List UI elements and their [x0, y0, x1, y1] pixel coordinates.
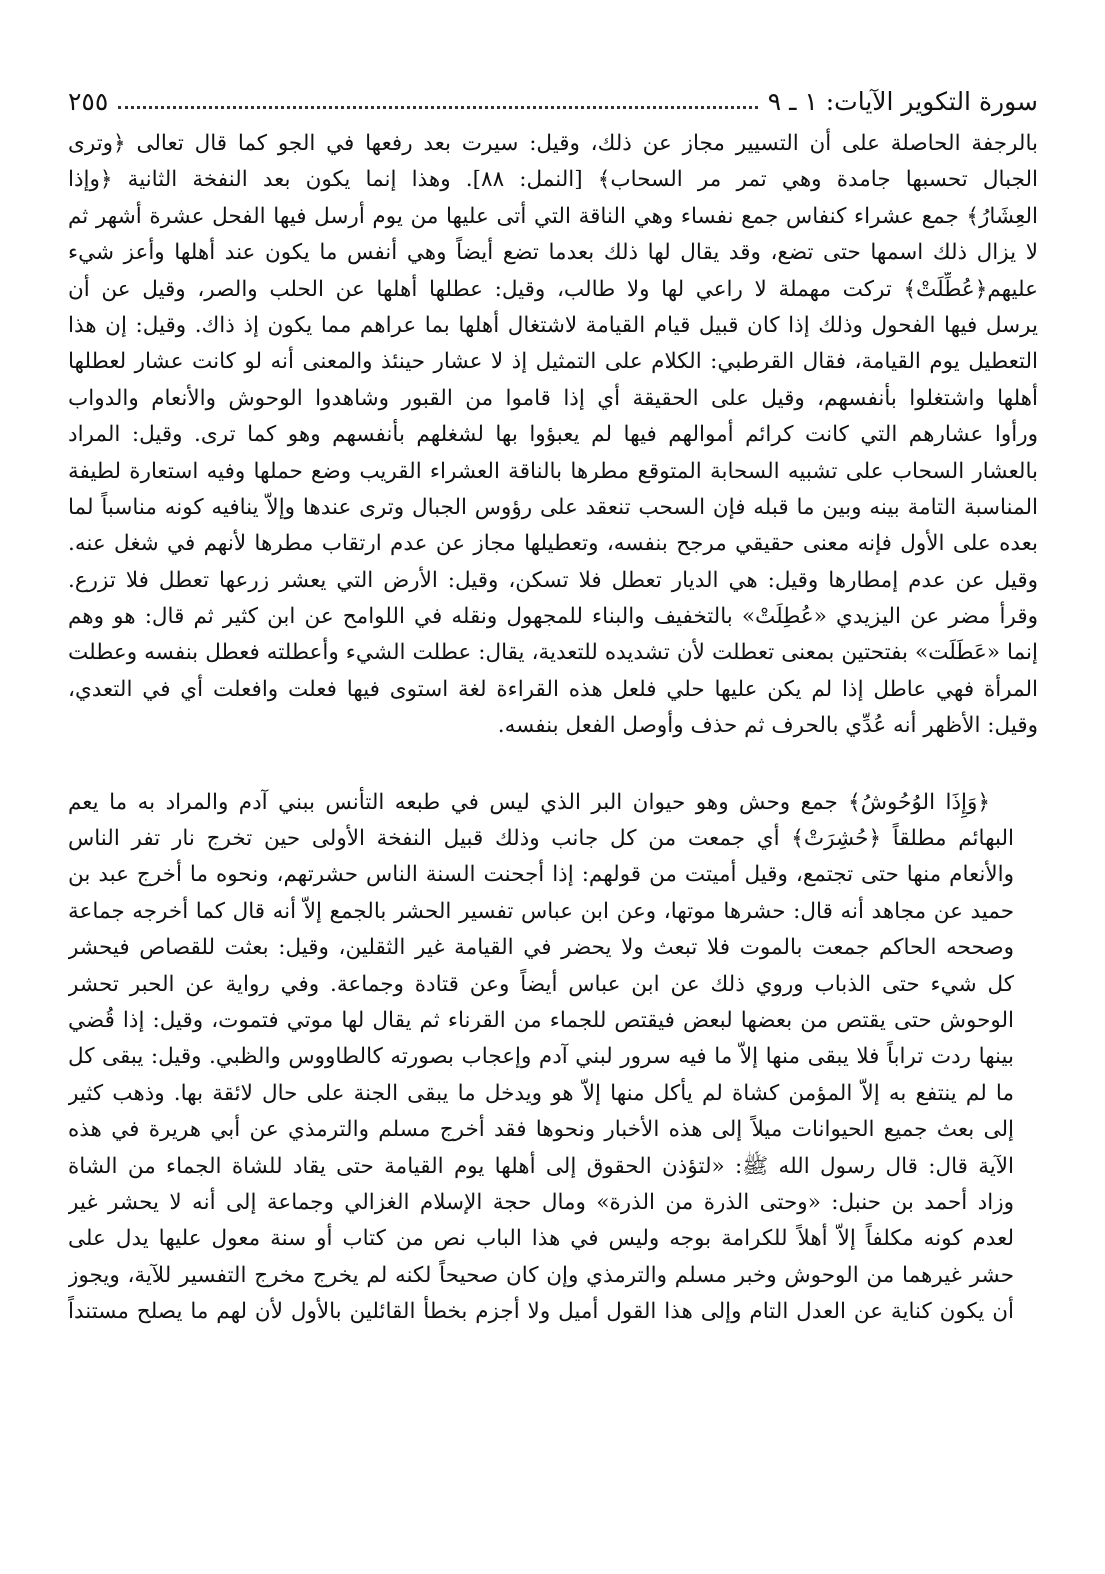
text-line: وقرأ مضر عن اليزيدي «عُطِلَتْ» بالتخفيف والبناء للمجهول ونقله في اللوامح عن ابن كثير ثم قال: هو وهم — [68, 604, 1038, 630]
text-line: يرسل فيها الفحول وذلك إذا كان قبيل قيام القيامة لاشتغال أهلها بما عراهم مما يكون إذ ذاك. وقيل: إن هذا — [68, 312, 1038, 338]
text-line: كل شيء حتى الذباب وروي ذلك عن ابن عباس أيضاً وعن قتادة وجماعة. وفي رواية عن الحبر تحشر — [68, 971, 1014, 997]
text-line: التعطيل يوم القيامة، فقال القرطبي: الكلام على التمثيل إذ لا عشار حينئذ والمعنى أنه لو كانت عشار لعطلها — [68, 349, 1038, 375]
text-line: وزاد أحمد بن حنبل: «وحتى الذرة من الذرة» ومال حجة الإسلام الغزالي وجماعة إلى أنه لا يحشر غير — [68, 1189, 1014, 1215]
text-line: ورأوا عشارهم التي كانت كرائم أموالهم فيها لم يعبؤوا بها لشغلهم بأنفسهم وهو كما ترى. وقيل: المراد — [68, 422, 1038, 448]
text-line: وصححه الحاكم جمعت بالموت فلا تبعث ولا يحضر في القيامة غير الثقلين، وقيل: بعثت للقصاص فيحشر — [68, 935, 1014, 961]
text-line: بينها ردت تراباً فلا يبقى منها إلاّ ما فيه سرور لبني آدم وإعجاب بصورته كالطاووس والظبي. وقيل: يبقى كل — [68, 1044, 1014, 1070]
text-line: ما لم ينتفع به إلاّ المؤمن كشاة لم يأكل منها إلاّ هو ويدخل ما يبقى الجنة على حال لائقة بها. وذهب كثير — [68, 1080, 1014, 1106]
text-line: لا يزال ذلك اسمها حتى تضع، وقد يقال لها ذلك بعدما تضع أيضاً وهي أنفس ما يكون عند أهلها وأعز شيء — [68, 240, 1038, 266]
text-line: أن يكون كناية عن العدل التام وإلى هذا القول أميل ولا أجزم بخطأ القائلين بالأول لأن لهم ما يصلح مستنداً — [68, 1299, 1014, 1325]
text-line: الوحوش حتى يقتص من بعضها لبعض فيقتص للجماء من القرناء ثم يقال لها موتي فتموت، وقيل: إذا قُضي — [68, 1008, 1014, 1033]
text-line: وقيل عن عدم إمطارها وقيل: هي الديار تعطل فلا تسكن، وقيل: الأرض التي يعشر زرعها تعطل فلا تزرع. — [68, 567, 1038, 593]
page — [68, 82, 1038, 1331]
text-line: حشر غيرهما من الوحوش وخبر مسلم والترمذي وإن كان صحيحاً لكنه لم يخرج مخرج التفسير للآية، ويجوز — [68, 1262, 1014, 1288]
paragraph-1 — [68, 126, 1038, 745]
text-line: أهلها واشتغلوا بأنفسهم، وقيل على الحقيقة أي إذا قاموا من القبور وشاهدوا الوحوش والأنعام والدواب — [68, 385, 1038, 411]
text-line: إلى بعث جميع الحيوانات ميلاً إلى هذه الأخبار ونحوها فقد أخرج مسلم والترمذي عن أبي هريرة في هذه — [68, 1117, 1014, 1143]
text-line: بعده على الأول فإنه معنى حقيقي مرجح بنفسه، وتعطيلها مجاز عن عدم ارتقاب مطرها لأنهم في شغل عنه. — [68, 531, 1038, 557]
text-line: بالعشار السحاب على تشبيه السحابة المتوقع مطرها بالناقة العشراء القريب وضع حملها وفيه استعارة لطيفة — [68, 458, 1038, 484]
text-line: عليهم﴿عُطِّلَتْ﴾ تركت مهملة لا راعي لها ولا طالب، وقيل: عطلها أهلها عن الحلب والصر، وقيل عن أن — [68, 276, 1038, 302]
running-header — [68, 82, 1038, 116]
page-number: ٢٥٥ — [68, 87, 109, 116]
text-line: إنما «عَطَلَت» بفتحتين بمعنى تعطلت لأن تشديده للتعدية، يقال: عطلت الشيء وأعطلته فعطل بنفسه وعطلت — [68, 640, 1038, 666]
header-dot-leader — [118, 106, 757, 109]
text-line: الجبال تحسبها جامدة وهي تمر مر السحاب﴾ [النمل: ٨٨]. وهذا إنما يكون بعد النفخة الثانية ﴿وإذا — [68, 167, 1038, 193]
text-line: البهائم مطلقاً ﴿حُشِرَتْ﴾ أي جمعت من كل جانب وذلك قبيل النفخة الأولى حين تخرج نار تفر الناس — [68, 826, 1014, 852]
text-line: العِشَارُ﴾ جمع عشراء كنفاس جمع نفساء وهي الناقة التي أتى عليها من يوم أرسل فيها الفحل عشرة أشهر ثم — [68, 203, 1038, 229]
text-line: بالرجفة الحاصلة على أن التسيير مجاز عن ذلك، وقيل: سيرت بعد رفعها في الجو كما قال تعالى ﴿وترى — [68, 131, 1038, 156]
paragraph-2 — [68, 785, 1038, 1331]
text-line: ﴿وَإِذَا الوُحُوشُ﴾ جمع وحش وهو حيوان البر الذي ليس في طبعه التأنس ببني آدم والمراد به ما يعم — [68, 789, 990, 815]
text-line: المناسبة التامة بينه وبين ما قبله فإن السحب تنعقد على رؤوس الجبال وترى عندها وإلاّ ينافيه كونه مناسباً لما — [68, 494, 1038, 520]
text-line: الآية قال: قال رسول الله ﷺ: «لتؤذن الحقوق إلى أهلها يوم القيامة حتى يقاد للشاة الجماء من الشاة — [68, 1153, 1014, 1179]
text-line: وقيل: الأظهر أنه عُدِّي بالحرف ثم حذف وأوصل الفعل بنفسه. — [497, 713, 1038, 739]
text-line: المرأة فهي عاطل إذا لم يكن عليها حلي فلعل هذه القراءة لغة استوى فيها فعلت وافعلت أي في التعدي، — [68, 676, 1038, 702]
header-title: سورة التكوير الآيات: ١ ـ ٩ — [767, 87, 1038, 116]
text-line: حميد عن مجاهد أنه قال: حشرها موتها، وعن ابن عباس تفسير الحشر بالجمع إلاّ أنه قال كما أخرجه جماعة — [68, 898, 1014, 924]
text-line: والأنعام منها حتى تجتمع، وقيل أميتت من قولهم: إذا أجحنت السنة الناس حشرتهم، ونحوه ما أخرج عبد بن — [68, 862, 1014, 888]
text-line: لعدم كونه مكلفاً إلاّ أهلاً للكرامة بوجه وليس في هذا الباب نص من كتاب أو سنة معول عليها يدل على — [68, 1226, 1014, 1252]
